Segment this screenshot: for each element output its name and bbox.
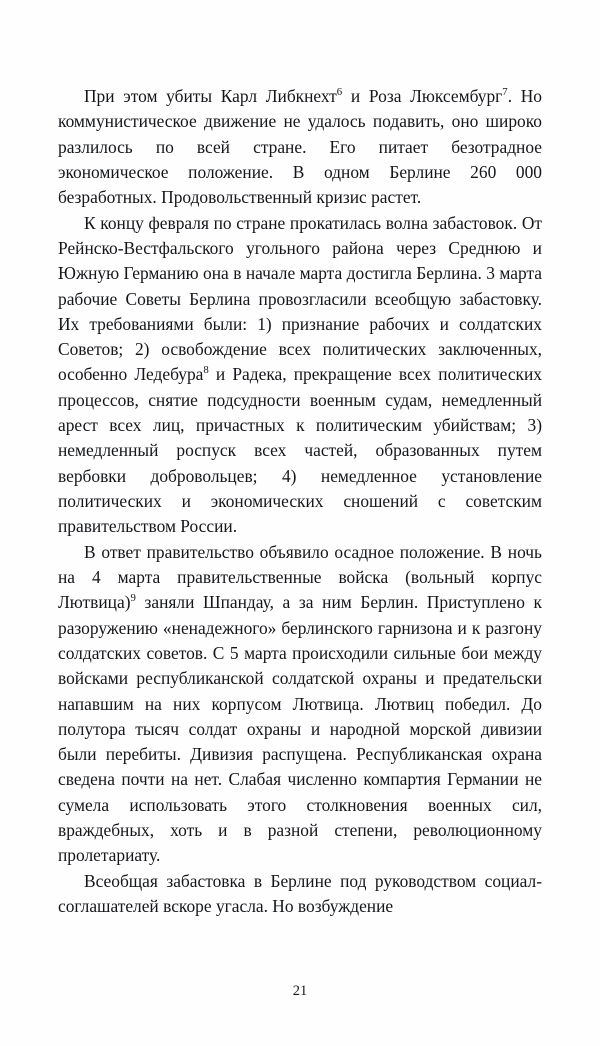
footnote-marker-8: 8 — [203, 364, 209, 377]
page-number: 21 — [292, 983, 308, 999]
page-body — [58, 84, 542, 919]
footnote-marker-6: 6 — [336, 86, 343, 99]
paragraph-3: В ответ правительство объявило осадное положение. В ночь на 4 марта правительственные войска (вольный корпус Лютвица)$^9$ заняли Шпандау, а за ним Берлин. Приступлено к разоружению «ненадежного» берлинского гарнизона и к разгону солдатских советов. С 5 марта происходили сильные бои между войсками республиканской солдатской охраны и предательски напавшим на них корпусом Лютвица. Лютвиц победил. До полутора тысяч солдат охраны и народной морской дивизии были перебиты. Дивизия распущена. Республиканская охрана сведена почти на нет. Слабая численно компартия Германии не сумела использовать этого столкновения военных сил, враждебных, хоть и в разной степени, революционному пролетариату. — [58, 541, 542, 866]
paragraph-4: Всеобщая забастовка в Берлине под руководством социал-соглашателей вскоре угасла. Но возбуждение — [58, 870, 542, 916]
paragraph-1: При этом убиты Карл Либкнехт$^6$ и Роза Люксембург$^7$. Но коммунистическое движение не удалось подавить, оно широко разлилось по всей стране. Его питает безотрадное экономическое положение. В одном Берлине 260 000 безработных. Продовольственный кризис растет. — [58, 86, 542, 208]
paragraph-2: К концу февраля по стране прокатилась волна забастовок. От Рейнско-Вестфальского угольного района через Среднюю и Южную Германию она в начале марта достигла Берлина. 3 марта рабочие Советы Берлина провозгласили всеобщую забастовку. Их требованиями были: 1) признание рабочих и солдатских Советов; 2) освобождение всех политических заключенных, особенно Ледебура$^8$ и Радека, прекращение всех политических процессов, снятие подсудности военным судам, немедленный арест всех лиц, причастных к политическим убийствам; 3) немедленный роспуск всех частей, образованных путем вербовки добровольцев; 4) немедленное установление политических и экономических сношений с советским правительством России. — [58, 212, 542, 537]
footnote-marker-7: 7 — [502, 86, 508, 99]
footnote-marker-9: 9 — [130, 592, 136, 605]
